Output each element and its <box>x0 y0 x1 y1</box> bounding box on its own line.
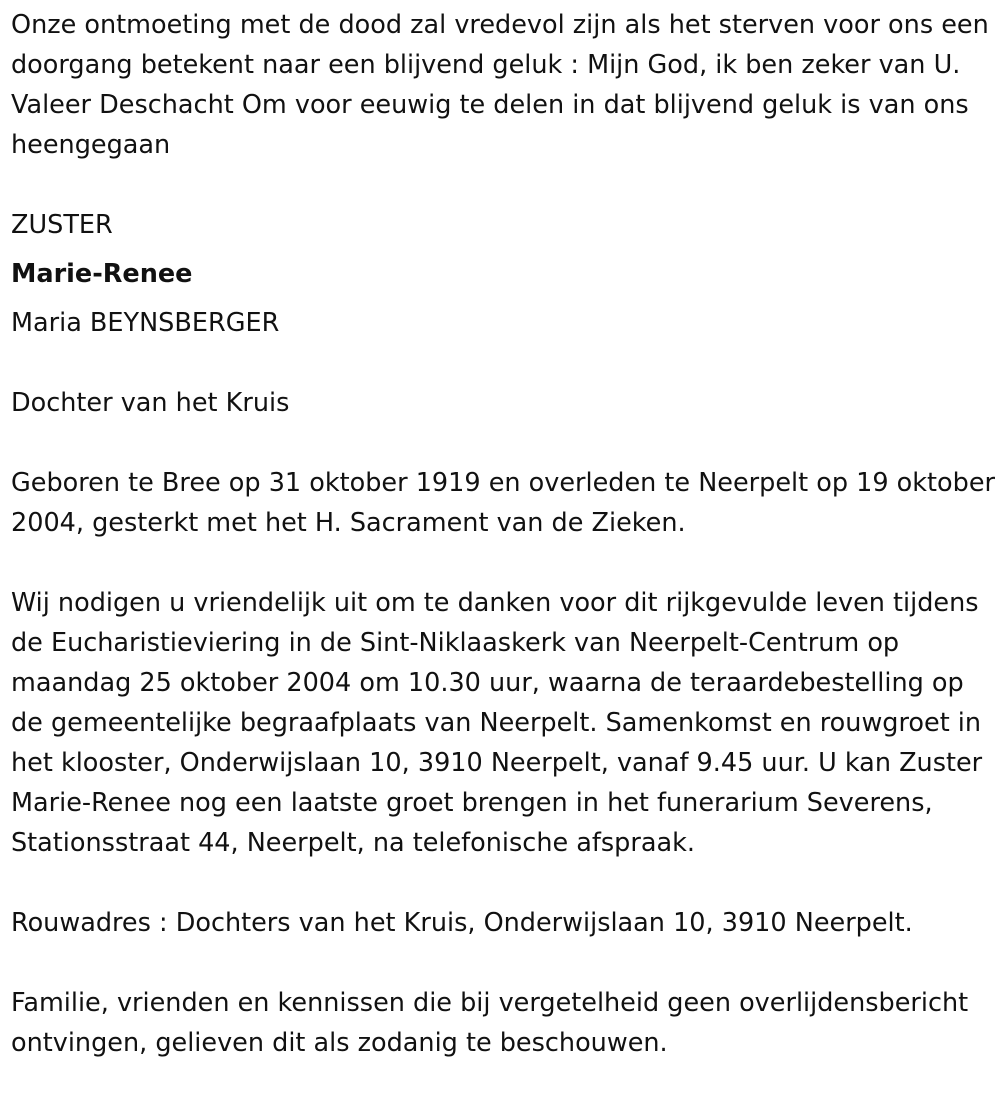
religious-name: Marie-Renee <box>11 259 193 289</box>
spacer <box>11 343 996 383</box>
mourning-address: Rouwadres : Dochters van het Kruis, Onderwijslaan 10, 3910 Neerpelt. <box>11 908 913 938</box>
civil-name: Maria BEYNSBERGER <box>11 308 280 338</box>
spacer <box>11 863 996 903</box>
spacer <box>11 423 996 463</box>
spacer <box>11 165 996 205</box>
title-label: ZUSTER <box>11 210 113 240</box>
closing-paragraph: Familie, vrienden en kennissen die bij vergetelheid geen overlijdensbericht ontvingen, gelieven dit als zodanig te beschouwen. <box>11 988 969 1058</box>
spacer <box>11 943 996 983</box>
birth-death-paragraph: Geboren te Bree op 31 oktober 1919 en overleden te Neerpelt op 19 oktober 2004, gesterkt met het H. Sacrament van de Zieken. <box>11 468 995 538</box>
invitation-paragraph: Wij nodigen u vriendelijk uit om te danken voor dit rijkgevulde leven tijdens de Eucharistieviering in de Sint-Niklaaskerk van Neerpelt-Centrum op maandag 25 oktober 2004 om 10.30 uur, waarna de teraardebestelling op de gemeentelijke begraafplaats van Neerpelt. Samenkomst en rouwgroet in het klooster, Onderwijslaan 10, 3910 Neerpelt, vanaf 9.45 uur. U kan Zuster Marie-Renee nog een laatste groet brengen in het funerarium Severens, Stationsstraat 44, Neerpelt, na telefonische afspraak. <box>11 588 983 858</box>
congregation: Dochter van het Kruis <box>11 388 290 418</box>
spacer <box>11 543 996 583</box>
death-notice <box>11 5 996 1063</box>
intro-paragraph: Onze ontmoeting met de dood zal vredevol zijn als het sterven voor ons een doorgang betekent naar een blijvend geluk : Mijn God, ik ben zeker van U. Valeer Deschacht Om voor eeuwig te delen in dat blijvend geluk is van ons heengegaan <box>11 10 989 160</box>
